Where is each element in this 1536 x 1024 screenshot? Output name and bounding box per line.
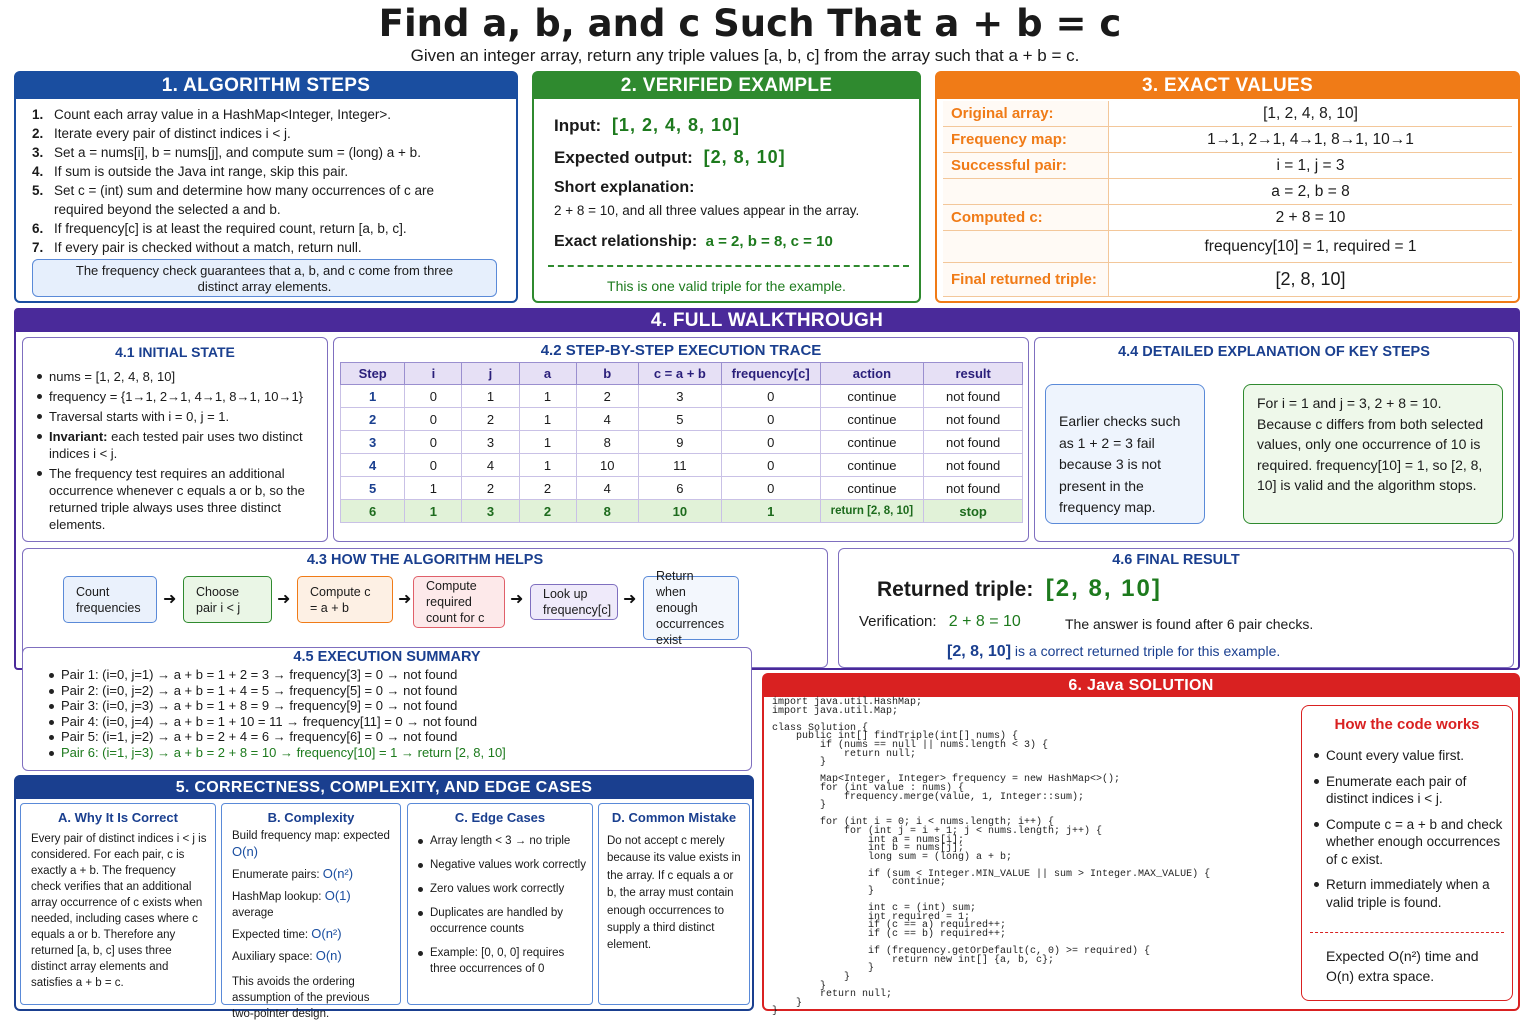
- table-cell: 2: [576, 385, 638, 408]
- complexity-card: [221, 803, 401, 1020]
- complexity-label: Auxiliary space:: [232, 951, 316, 963]
- table-cell: 6: [638, 477, 721, 500]
- common-mistake-card: [598, 803, 750, 1005]
- step-text: If sum is outside the Java int range, skip this pair.: [54, 164, 349, 179]
- table-cell: 8: [576, 500, 638, 523]
- execution-summary-title: 4.5 EXECUTION SUMMARY: [293, 649, 481, 665]
- complexity-value: O(n): [315, 948, 342, 963]
- table-header: Step: [341, 363, 405, 385]
- exact-values-key: Frequency map:: [943, 127, 1109, 152]
- flow-lookup-frequency: Look up frequency[c]: [530, 584, 618, 620]
- step-text: Set c = (int) sum and determine how many occurrences of c are required beyond the selected a and b.: [54, 183, 435, 217]
- complexity-row: [232, 828, 394, 861]
- complexity-extra: average: [232, 907, 274, 919]
- algorithm-steps-header: 1. ALGORITHM STEPS: [16, 73, 516, 99]
- exact-relationship-value: a = 2, b = 8, c = 10: [705, 233, 833, 250]
- table-cell: 4: [576, 477, 638, 500]
- table-cell: 1: [519, 431, 576, 454]
- table-cell: 5: [638, 408, 721, 431]
- algorithm-step: [16, 105, 516, 124]
- table-cell: 0: [721, 454, 820, 477]
- exact-values-row: [943, 179, 1512, 205]
- exact-values-value: i = 1, j = 3: [1276, 156, 1345, 174]
- table-cell: continue: [820, 385, 924, 408]
- short-explanation-label: Short explanation:: [554, 179, 695, 196]
- execution-summary-list: [47, 667, 751, 760]
- complexity-row: [232, 866, 394, 883]
- table-cell: 0: [721, 385, 820, 408]
- exact-values-key: Original array:: [943, 101, 1109, 126]
- complexity-label: Enumerate pairs:: [232, 869, 323, 881]
- exact-values-value: 2 + 8 = 10: [1275, 208, 1346, 226]
- step-text: Count each array value in a HashMap<Integer, Integer>.: [54, 107, 391, 122]
- table-cell: 1: [519, 454, 576, 477]
- verified-example-panel: [532, 71, 921, 303]
- code-line: for (int j = i + 1; j < nums.length; j++) {: [772, 825, 1103, 837]
- exact-values-key: [943, 231, 1109, 262]
- exact-values-key: [943, 179, 1109, 204]
- table-cell: 4: [341, 454, 405, 477]
- final-result-box: [838, 548, 1514, 668]
- table-header: frequency[c]: [721, 363, 820, 385]
- java-solution-panel: [762, 673, 1520, 1018]
- complexity-row: [232, 926, 394, 943]
- table-cell: 0: [721, 431, 820, 454]
- invariant-label: Invariant:: [49, 429, 108, 444]
- exact-values-table: [943, 101, 1512, 297]
- table-row: [341, 500, 1023, 523]
- how-code-works-title: How the code works: [1334, 716, 1480, 733]
- code-line: }: [772, 757, 827, 769]
- why-correct-card: [20, 803, 216, 1005]
- table-cell: not found: [924, 385, 1023, 408]
- arrow-icon: ➜: [398, 591, 412, 608]
- code-line: int b = nums[j];: [772, 843, 965, 855]
- table-cell: 0: [721, 408, 820, 431]
- table-cell: 3: [638, 385, 721, 408]
- code-line: if (nums == null || nums.length < 3) {: [772, 739, 1049, 751]
- code-line: if (frequency.getOrDefault(c, 0) >= required) {: [772, 946, 1151, 958]
- table-cell: 1: [341, 385, 405, 408]
- code-line: if (c == b) required++;: [772, 929, 1007, 941]
- table-cell: 0: [405, 385, 462, 408]
- table-cell: 8: [576, 431, 638, 454]
- table-cell: stop: [924, 500, 1023, 523]
- how-code-works-list: [1312, 747, 1506, 911]
- code-line: class Solution {: [772, 722, 869, 734]
- table-cell: 3: [462, 500, 519, 523]
- code-line: return null;: [772, 989, 893, 1001]
- table-cell: continue: [820, 477, 924, 500]
- execution-trace-box: [333, 337, 1029, 542]
- table-cell: 4: [576, 408, 638, 431]
- table-cell: 0: [721, 477, 820, 500]
- summary-line: Pair 2: (i=0, j=2) → a + b = 1 + 4 = 5 → frequency[5] = 0 → not found: [47, 683, 751, 699]
- table-header: c = a + b: [638, 363, 721, 385]
- algorithm-step: [16, 162, 516, 181]
- code-line: }: [772, 1006, 779, 1018]
- step-text: Iterate every pair of distinct indices i < j.: [54, 126, 291, 141]
- arrow-icon: ➜: [277, 591, 291, 608]
- input-label: Input:: [554, 116, 602, 135]
- complexity-row: [232, 888, 394, 921]
- exact-values-value: a = 2, b = 8: [1271, 182, 1350, 200]
- table-cell: not found: [924, 477, 1023, 500]
- frequency-check-note: The frequency check guarantees that a, b, and c come from three distinct array elements.: [32, 259, 497, 297]
- conclusion-triple: [2, 8, 10]: [947, 643, 1012, 660]
- code-line: for (int value : nums) {: [772, 782, 965, 794]
- list-item: The frequency test requires an additional occurrence whenever c equals a or b, so the returned triple always uses three distinct elements.: [35, 465, 319, 533]
- common-mistake-text: Do not accept c merely because its value exists in the array. If c equals a or b, the array must contain enough occurrences to supply a third distinct element.: [607, 835, 741, 952]
- why-correct-title: A. Why It Is Correct: [58, 810, 178, 825]
- table-cell: 9: [638, 431, 721, 454]
- step-number: 1.: [32, 107, 44, 122]
- edge-case-item: Example: [0, 0, 0] requires three occurrences of 0: [416, 945, 588, 977]
- table-cell: 2: [519, 500, 576, 523]
- summary-line: Pair 6: (i=1, j=3) → a + b = 2 + 8 = 10 → frequency[10] = 1 → return [2, 8, 10]: [47, 745, 751, 761]
- arrow-icon: ➜: [623, 591, 637, 608]
- code-line: }: [772, 886, 875, 898]
- algorithm-step: [16, 143, 516, 162]
- invariant-text: each tested pair uses two distinct indices i < j.: [49, 429, 303, 461]
- step-number: 5.: [32, 183, 44, 198]
- java-solution-header: 6. Java SOLUTION: [764, 675, 1518, 697]
- table-header: action: [820, 363, 924, 385]
- complexity-title: B. Complexity: [267, 810, 355, 825]
- table-cell: 0: [405, 408, 462, 431]
- table-cell: 2: [519, 477, 576, 500]
- list-item: [35, 428, 319, 462]
- code-line: public int[] findTriple(int[] nums) {: [772, 731, 1019, 743]
- how-item: Count every value first.: [1312, 747, 1506, 765]
- how-item: Return immediately when a valid triple is found.: [1312, 876, 1506, 911]
- list-item: Traversal starts with i = 0, j = 1.: [35, 408, 319, 425]
- key-steps-title: 4.4 DETAILED EXPLANATION OF KEY STEPS: [1118, 344, 1430, 360]
- initial-state-title: 4.1 INITIAL STATE: [115, 344, 235, 360]
- algorithm-step: [16, 238, 516, 257]
- table-cell: not found: [924, 431, 1023, 454]
- execution-trace-table: [340, 362, 1023, 523]
- complexity-value: O(n²): [322, 866, 354, 881]
- expected-output-label: Expected output:: [554, 148, 693, 167]
- code-line: return null;: [772, 748, 917, 760]
- summary-line: Pair 1: (i=0, j=1) → a + b = 1 + 2 = 3 → frequency[3] = 0 → not found: [47, 667, 751, 683]
- code-line: int a = nums[i];: [772, 834, 965, 846]
- flow-return-when-enough: Return when enough occurrences exist: [643, 576, 739, 640]
- edge-cases-title: C. Edge Cases: [454, 810, 546, 825]
- returned-triple-label: Returned triple:: [877, 578, 1034, 601]
- how-code-works-card: [1301, 705, 1513, 1001]
- table-cell: 2: [462, 477, 519, 500]
- flow-choose-pair: Choose pair i < j: [183, 576, 272, 623]
- final-result-title: 4.6 FINAL RESULT: [1112, 552, 1240, 568]
- complexity-note: This avoids the ordering assumption of the previous two-pointer design.: [232, 976, 370, 1020]
- table-cell: 0: [405, 454, 462, 477]
- code-line: import java.util.Map;: [772, 705, 899, 717]
- step-text: If frequency[c] is at least the required count, return [a, b, c].: [54, 221, 407, 236]
- table-header: result: [924, 363, 1023, 385]
- code-line: if (c == a) required++;: [772, 920, 1007, 932]
- correctness-header: 5. CORRECTNESS, COMPLEXITY, AND EDGE CASES: [16, 777, 752, 799]
- table-row: [341, 477, 1023, 500]
- algorithm-steps-panel: [14, 71, 518, 303]
- key-steps-box: [1034, 337, 1514, 542]
- complexity-label: Expected time:: [232, 929, 312, 941]
- code-line: continue;: [772, 877, 947, 889]
- table-header: a: [519, 363, 576, 385]
- complexity-list: [222, 825, 400, 965]
- table-cell: 1: [519, 385, 576, 408]
- input-value: [1, 2, 4, 8, 10]: [611, 115, 740, 135]
- step-number: 6.: [32, 221, 44, 236]
- table-cell: 3: [341, 431, 405, 454]
- verification-label: Verification:: [859, 613, 937, 630]
- code-line: for (int i = 0; i < nums.length; i++) {: [772, 817, 1055, 829]
- complexity-row: [232, 948, 394, 965]
- flow-count-frequencies: Count frequencies: [63, 576, 157, 623]
- exact-values-key: Final returned triple:: [943, 263, 1109, 296]
- summary-line: Pair 3: (i=0, j=3) → a + b = 1 + 8 = 9 → frequency[9] = 0 → not found: [47, 698, 751, 714]
- step-number: 3.: [32, 145, 44, 160]
- key-step-left-card: Earlier checks such as 1 + 2 = 3 fail because 3 is not present in the frequency map.: [1045, 384, 1205, 524]
- table-cell: continue: [820, 454, 924, 477]
- table-header: b: [576, 363, 638, 385]
- algorithm-steps-list: [16, 105, 516, 257]
- exact-relationship-label: Exact relationship:: [554, 233, 698, 250]
- table-row: [341, 385, 1023, 408]
- step-number: 2.: [32, 126, 44, 141]
- table-cell: 2: [462, 408, 519, 431]
- exact-values-key: Computed c:: [943, 205, 1109, 230]
- table-cell: 4: [462, 454, 519, 477]
- edge-cases-list: [416, 833, 588, 977]
- execution-trace-title: 4.2 STEP-BY-STEP EXECUTION TRACE: [540, 342, 822, 359]
- exact-values-value: [1, 2, 4, 8, 10]: [1263, 104, 1358, 122]
- table-cell: 1: [519, 408, 576, 431]
- expected-output-value: [2, 8, 10]: [703, 147, 786, 167]
- edge-cases-card: [407, 803, 593, 1005]
- code-line: }: [772, 972, 851, 983]
- exact-values-value: [2, 8, 10]: [1275, 269, 1346, 289]
- page-title: Find a, b, and c Such That a + b = c: [378, 2, 1122, 45]
- table-cell: 10: [638, 500, 721, 523]
- initial-state-box: [22, 337, 328, 542]
- table-cell: 1: [462, 385, 519, 408]
- table-cell: continue: [820, 408, 924, 431]
- java-code-block: [772, 699, 1292, 1017]
- complexity-summary: Expected O(n²) time and O(n) extra space.: [1326, 948, 1479, 984]
- exact-values-value: 1→1, 2→1, 4→1, 8→1, 10→1: [1207, 130, 1414, 148]
- table-cell: 1: [721, 500, 820, 523]
- exact-values-key: Successful pair:: [943, 153, 1109, 178]
- exact-values-value: frequency[10] = 1, required = 1: [1204, 237, 1417, 255]
- algorithm-step: [16, 219, 516, 238]
- initial-state-list: [35, 368, 319, 533]
- correctness-panel: [14, 775, 754, 1020]
- code-line: if (sum < Integer.MIN_VALUE || sum > Integer.MAX_VALUE) {: [772, 868, 1211, 880]
- common-mistake-title: D. Common Mistake: [611, 810, 737, 825]
- code-line: }: [772, 980, 827, 992]
- key-step-right-card: For i = 1 and j = 3, 2 + 8 = 10. Because c differs from both selected values, only one occurrence of 10 is required. frequency[10] = 1, so [2, 8, 10] is valid and the algorithm stops.: [1243, 384, 1503, 524]
- table-cell: 5: [341, 477, 405, 500]
- table-cell: 1: [405, 477, 462, 500]
- how-item: Enumerate each pair of distinct indices i < j.: [1312, 773, 1506, 808]
- step-number: 4.: [32, 164, 44, 179]
- exact-values-row: [943, 153, 1512, 179]
- table-header: i: [405, 363, 462, 385]
- exact-values-panel: [935, 71, 1520, 303]
- exact-values-row: [943, 101, 1512, 127]
- how-item: Compute c = a + b and check whether enough occurrences of c exist.: [1312, 816, 1506, 869]
- code-line: import java.util.HashMap;: [772, 697, 923, 708]
- list-item: nums = [1, 2, 4, 8, 10]: [35, 368, 319, 385]
- complexity-value: O(1): [324, 888, 351, 903]
- code-line: frequency.merge(value, 1, Integer::sum);: [772, 791, 1085, 803]
- summary-line: Pair 5: (i=1, j=2) → a + b = 2 + 4 = 6 → frequency[6] = 0 → not found: [47, 729, 751, 745]
- returned-triple-value: [2, 8, 10]: [1045, 575, 1162, 602]
- why-correct-text: Every pair of distinct indices i < j is considered. For each pair, c is exactly a + b. The frequency check verifies that an additional array occurrence of c exists when needed, including cases where c equals a or b. Therefore any returned [a, b, c] uses three distinct array elements and satisfies a + b = c.: [31, 833, 207, 989]
- dashed-divider: [1310, 932, 1504, 933]
- table-cell: not found: [924, 454, 1023, 477]
- complexity-label: HashMap lookup:: [232, 891, 325, 903]
- table-cell: 6: [341, 500, 405, 523]
- exact-values-row: [943, 263, 1512, 297]
- code-line: long sum = (long) a + b;: [772, 851, 1013, 863]
- flow-compute-sum: Compute c = a + b: [297, 576, 393, 623]
- page-subtitle: Given an integer array, return any triple values [a, b, c] from the array such that a + b = c.: [410, 46, 1080, 65]
- code-line: }: [772, 997, 803, 1009]
- how-algorithm-helps-title: 4.3 HOW THE ALGORITHM HELPS: [306, 552, 544, 568]
- execution-summary-box: [22, 647, 752, 771]
- complexity-value: O(n²): [311, 926, 342, 941]
- table-row: [341, 431, 1023, 454]
- exact-values-row: [943, 231, 1512, 263]
- step-text: Set a = nums[i], b = nums[j], and compute sum = (long) a + b.: [54, 145, 421, 160]
- table-row: [341, 408, 1023, 431]
- list-item: frequency = {1→1, 2→1, 4→1, 8→1, 10→1}: [35, 388, 319, 405]
- summary-line: Pair 4: (i=0, j=4) → a + b = 1 + 10 = 11 → frequency[11] = 0 → not found: [47, 714, 751, 730]
- complexity-label: Build frequency map: expected: [232, 830, 390, 842]
- code-line: Map<Integer, Integer> frequency = new HashMap<>();: [772, 774, 1121, 786]
- full-walkthrough-header: 4. FULL WALKTHROUGH: [16, 310, 1518, 332]
- table-cell: 2: [341, 408, 405, 431]
- table-cell: continue: [820, 431, 924, 454]
- code-line: int required = 1;: [772, 911, 971, 923]
- arrow-icon: ➜: [163, 591, 177, 608]
- verification-value: 2 + 8 = 10: [948, 613, 1021, 630]
- exact-values-header: 3. EXACT VALUES: [937, 73, 1518, 99]
- step-text: If every pair is checked without a match, return null.: [54, 240, 362, 255]
- flow-compute-required: Compute required count for c: [413, 576, 505, 628]
- table-cell: 3: [462, 431, 519, 454]
- table-cell: return [2, 8, 10]: [820, 500, 924, 523]
- edge-case-item: Zero values work correctly: [416, 881, 588, 897]
- code-line: return new int[] {a, b, c};: [772, 954, 1055, 966]
- algorithm-step: [16, 181, 516, 219]
- edge-case-item: Duplicates are handled by occurrence counts: [416, 905, 588, 937]
- table-row: [341, 454, 1023, 477]
- verified-example-header: 2. VERIFIED EXAMPLE: [534, 73, 919, 99]
- dashed-divider: [548, 265, 909, 267]
- exact-values-row: [943, 205, 1512, 231]
- conclusion-text: is a correct returned triple for this example.: [1011, 643, 1281, 659]
- arrow-icon: ➜: [510, 591, 524, 608]
- example-footer: This is one valid triple for the example.: [607, 278, 846, 294]
- code-line: }: [772, 800, 827, 812]
- algorithm-step: [16, 124, 516, 143]
- complexity-value: O(n): [232, 844, 258, 859]
- table-cell: not found: [924, 408, 1023, 431]
- table-cell: 0: [405, 431, 462, 454]
- table-cell: 11: [638, 454, 721, 477]
- pair-checks-note: The answer is found after 6 pair checks.: [1065, 616, 1314, 632]
- table-cell: 1: [405, 500, 462, 523]
- code-line: }: [772, 963, 875, 975]
- table-header: j: [462, 363, 519, 385]
- edge-case-item: Array length < 3 → no triple: [416, 833, 588, 849]
- short-explanation-text: 2 + 8 = 10, and all three values appear in the array.: [554, 203, 860, 218]
- edge-case-item: Negative values work correctly: [416, 857, 588, 873]
- table-cell: 10: [576, 454, 638, 477]
- step-number: 7.: [32, 240, 44, 255]
- exact-values-row: [943, 127, 1512, 153]
- code-line: int c = (int) sum;: [772, 903, 977, 915]
